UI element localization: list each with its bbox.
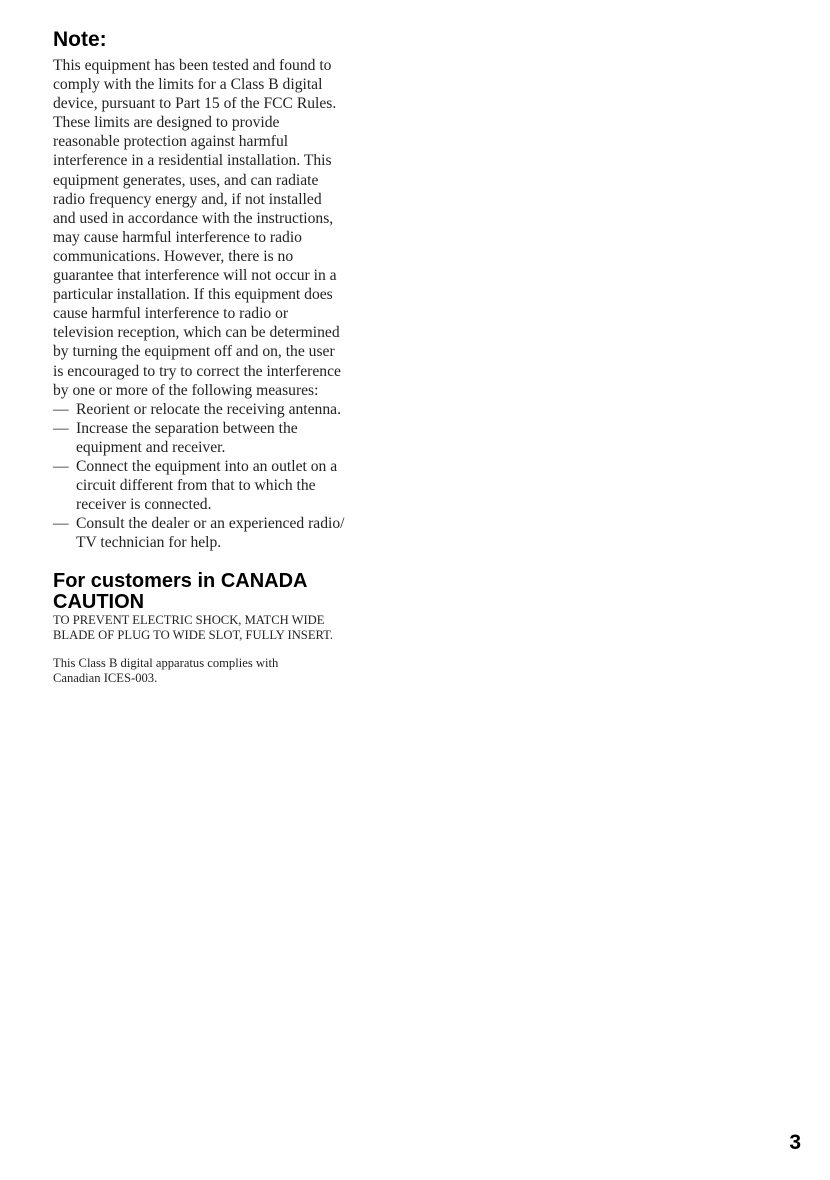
dash-bullet: — — [53, 515, 69, 533]
fcc-notice-paragraph — [53, 56, 398, 400]
paragraph-line: cause harmful interference to radio or — [53, 305, 289, 323]
content-column — [53, 28, 398, 686]
paragraph-line: television reception, which can be determined — [53, 324, 340, 342]
paragraph-line: interference in a residential installation. This — [53, 152, 332, 170]
caution-heading: CAUTION — [53, 591, 145, 614]
paragraph-line: This equipment has been tested and found to — [53, 57, 332, 74]
ices-line: Canadian ICES-003. — [53, 671, 158, 686]
dash-bullet: — — [53, 419, 69, 437]
measure-line: receiver is connected. — [76, 496, 212, 514]
measure-item — [53, 457, 398, 514]
measures-list — [53, 400, 398, 553]
measure-line: Consult the dealer or an experienced radio/ — [76, 515, 345, 533]
paragraph-line: particular installation. If this equipment does — [53, 286, 333, 304]
measure-item — [53, 419, 398, 457]
dash-bullet: — — [53, 400, 69, 418]
paragraph-line: is encouraged to try to correct the interference — [53, 362, 341, 380]
paragraph-line: by one or more of the following measures: — [53, 381, 319, 399]
paragraph-line: communications. However, there is no — [53, 247, 294, 265]
paragraph-line: comply with the limits for a Class B digital — [53, 76, 323, 94]
ices-compliance-text — [53, 656, 398, 686]
caution-text — [53, 613, 398, 643]
paragraph-line: device, pursuant to Part 15 of the FCC Rules. — [53, 95, 337, 113]
paragraph-line: and used in accordance with the instructions, — [53, 209, 334, 227]
measure-line: Reorient or relocate the receiving antenna. — [76, 400, 341, 418]
measure-line: equipment and receiver. — [76, 438, 226, 456]
note-heading: Note: — [53, 28, 107, 51]
dash-bullet: — — [53, 457, 69, 475]
paragraph-line: reasonable protection against harmful — [53, 133, 289, 151]
paragraph-line: radio frequency energy and, if not installed — [53, 190, 322, 208]
canada-heading: For customers in CANADA — [53, 570, 308, 593]
paragraph-line: by turning the equipment off and on, the user — [53, 343, 335, 361]
paragraph-line: equipment generates, uses, and can radiate — [53, 171, 319, 189]
measure-item — [53, 400, 398, 419]
page-number: 3 — [789, 1131, 801, 1154]
measure-item — [53, 514, 398, 552]
caution-line: TO PREVENT ELECTRIC SHOCK, MATCH WIDE — [53, 613, 325, 628]
caution-line: BLADE OF PLUG TO WIDE SLOT, FULLY INSERT. — [53, 628, 334, 643]
measure-line: TV technician for help. — [76, 534, 222, 552]
measure-line: Connect the equipment into an outlet on a — [76, 457, 338, 475]
paragraph-line: may cause harmful interference to radio — [53, 228, 302, 246]
measure-line: circuit different from that to which the — [76, 477, 316, 495]
measure-line: Increase the separation between the — [76, 419, 298, 437]
paragraph-line: guarantee that interference will not occur in a — [53, 267, 337, 285]
paragraph-line: These limits are designed to provide — [53, 114, 280, 132]
ices-line: This Class B digital apparatus complies with — [53, 656, 279, 671]
